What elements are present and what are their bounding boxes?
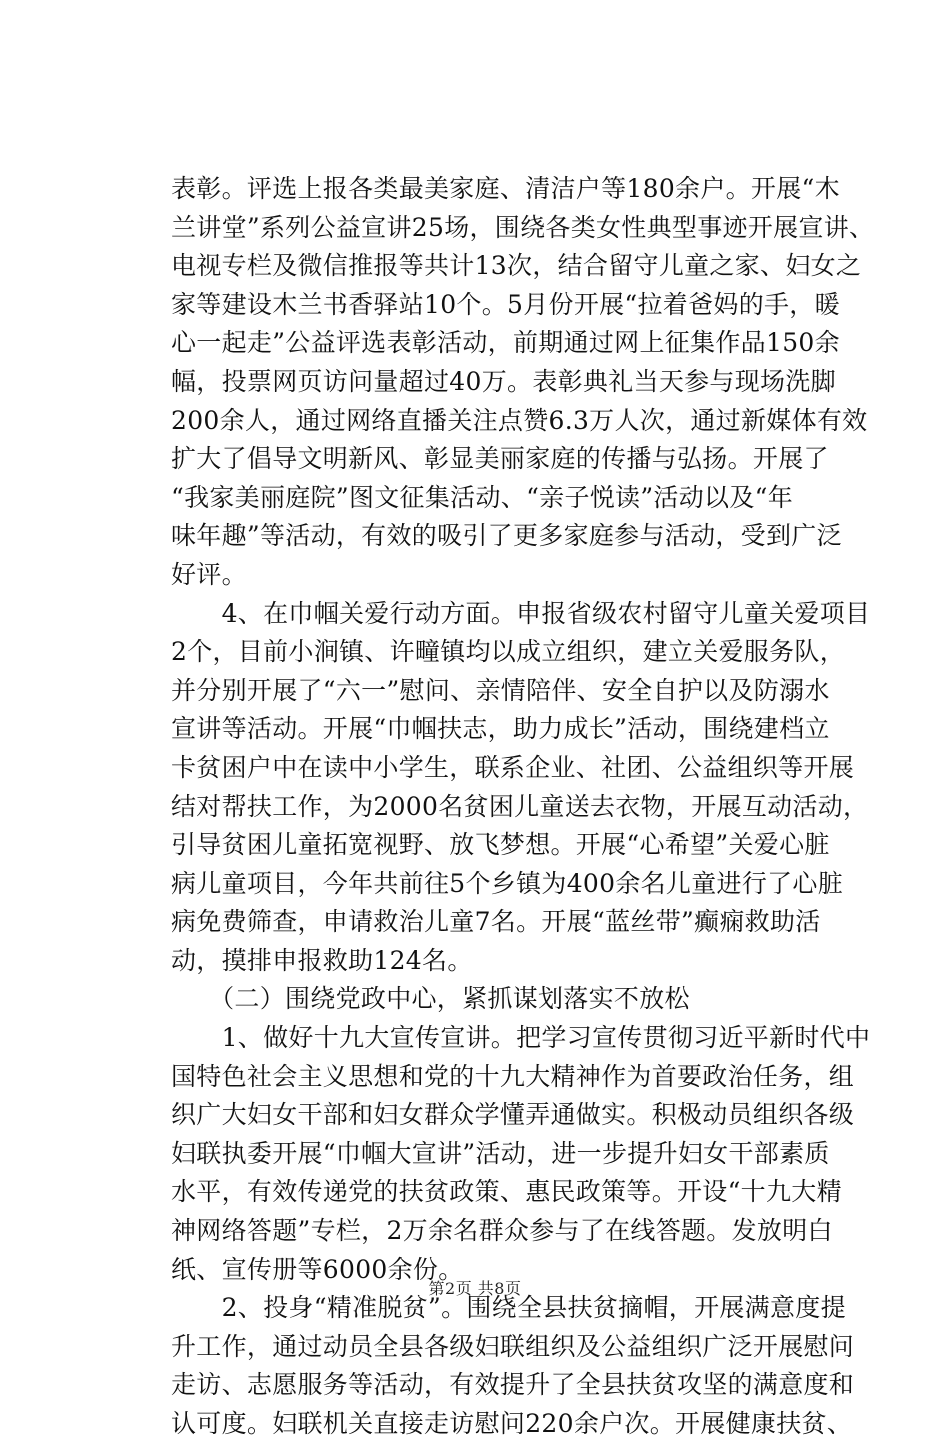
text-line: 卡贫困户中在读中小学生，联系企业、社团、公益组织等开展: [171, 752, 855, 782]
text-line: 神网络答题”专栏，2万余名群众参与了在线答题。发放明白: [171, 1216, 833, 1246]
text-line: 病儿童项目，今年共前往5个乡镇为400余名儿童进行了心脏: [171, 868, 844, 898]
text-line: 织广大妇女干部和妇女群众学懂弄通做实。积极动员组织各级: [171, 1100, 855, 1130]
text-line: 并分别开展了“六一”慰问、亲情陪伴、安全自护以及防溺水: [171, 675, 830, 705]
text-line: 扩大了倡导文明新风、彰显美丽家庭的传播与弘扬。开展了: [171, 444, 829, 474]
text-line: 纸、宣传册等6000余份。: [171, 1254, 464, 1284]
page-footer: 第2页 共8页: [428, 1279, 522, 1298]
text-line: 电视专栏及微信推报等共计13次，结合留守儿童之家、妇女之: [171, 251, 862, 281]
body-text: [171, 170, 875, 1444]
section-heading: （二）围绕党政中心，紧抓谋划落实不放松: [171, 984, 690, 1014]
text-line: “我家美丽庭院”图文征集活动、“亲子悦读”活动以及“年: [171, 482, 794, 512]
text-line: 兰讲堂”系列公益宣讲25场，围绕各类女性典型事迹开展宣讲、: [171, 212, 875, 242]
text-line: 200余人，通过网络直播关注点赞6.3万人次，通过新媒体有效: [171, 405, 868, 435]
text-line: 2个，目前小涧镇、许疃镇均以成立组织，建立关爱服务队，: [171, 637, 846, 667]
text-line: 升工作，通过动员全县各级妇联组织及公益组织广泛开展慰问: [171, 1331, 855, 1361]
text-line: 幅，投票网页访问量超过40万。表彰典礼当天参与现场洗脚: [171, 366, 836, 396]
text-line: 病免费筛查，申请救治儿童7名。开展“蓝丝带”癫痫救助活: [171, 907, 821, 937]
text-line: 水平，有效传递党的扶贫政策、惠民政策等。开设“十九大精: [171, 1177, 842, 1207]
text-line: 国特色社会主义思想和党的十九大精神作为首要政治任务，组: [171, 1061, 855, 1091]
text-line: 动，摸排申报救助124名。: [171, 945, 473, 975]
text-line: 4、在巾帼关爱行动方面。申报省级农村留守儿童关爱项目: [171, 598, 871, 628]
text-line: 心一起走”公益评选表彰活动，前期通过网上征集作品150余: [171, 328, 840, 358]
text-line: 2、投身“精准脱贫”。围绕全县扶贫摘帽，开展满意度提: [171, 1293, 846, 1323]
text-line: 结对帮扶工作，为2000名贫困儿童送去衣物，开展互动活动，: [171, 791, 869, 821]
text-line: 表彰。评选上报各类最美家庭、清洁户等180余户。开展“木: [171, 174, 840, 203]
text-line: 引导贫困儿童拓宽视野、放飞梦想。开展“心希望”关爱心脏: [171, 830, 830, 860]
text-line: 宣讲等活动。开展“巾帼扶志，助力成长”活动，围绕建档立: [171, 714, 830, 744]
text-line: 味年趣”等活动，有效的吸引了更多家庭参与活动，受到广泛: [171, 521, 842, 551]
text-line: 走访、志愿服务等活动，有效提升了全县扶贫攻坚的满意度和: [171, 1370, 855, 1400]
text-line: 家等建设木兰书香驿站10个。5月份开展“拉着爸妈的手，暖: [171, 289, 840, 319]
text-line: 好评。: [171, 559, 247, 589]
text-line: 妇联执委开展“巾帼大宣讲”活动，进一步提升妇女干部素质: [171, 1138, 830, 1168]
text-line: 认可度。妇联机关直接走访慰问220余户次。开展健康扶贫、: [171, 1409, 853, 1438]
text-line: 1、做好十九大宣传宣讲。把学习宣传贯彻习近平新时代中: [171, 1023, 871, 1053]
